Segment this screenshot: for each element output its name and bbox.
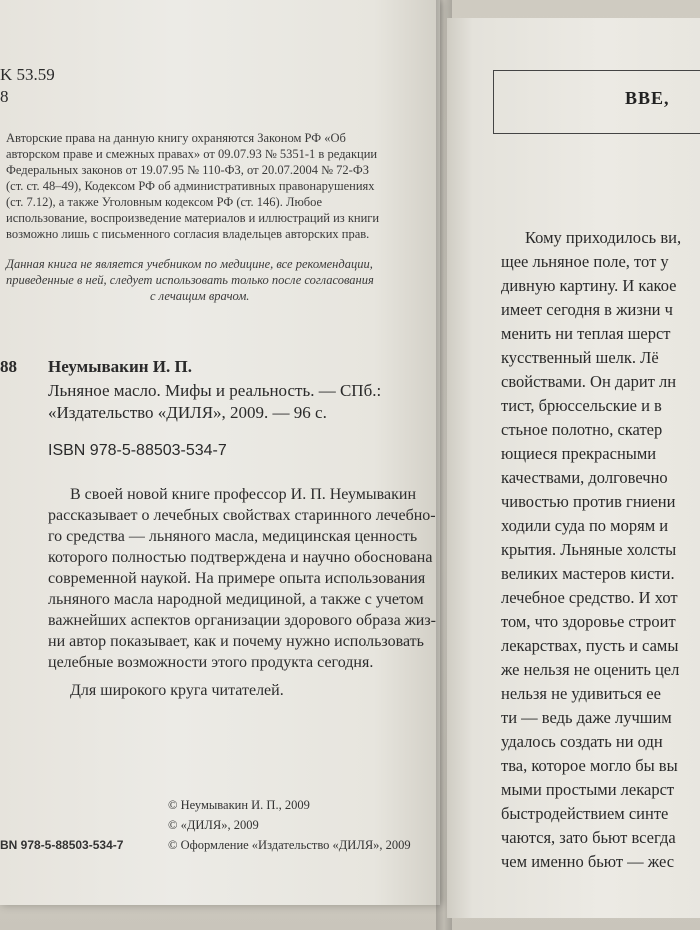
body-line: дивную картину. И какое <box>501 276 677 295</box>
copyright-notice-line: авторском праве и смежных правах» от 09.07.93 № 5351-1 в редакции <box>6 147 378 161</box>
body-line: качествами, долговечно <box>501 468 668 487</box>
body-line: быстродействием синте <box>501 804 669 823</box>
body-line: имеет сегодня в жизни ч <box>501 300 673 319</box>
annotation-line: целебные возможности этого продукта сегодня. <box>48 654 374 671</box>
body-line: кусственный шелк. Лё <box>501 348 659 367</box>
body-line: крытия. Льняные холсты <box>501 540 677 559</box>
body-line: ти — ведь даже лучшим <box>501 708 672 727</box>
body-line: чаются, зато бьют всегда <box>501 828 676 847</box>
body-line: тва, которое могло бы вы <box>501 756 678 775</box>
annotation-line: льняного масла народной медициной, а также с учетом <box>48 591 424 608</box>
chapter-heading: ВВЕ, <box>625 88 670 108</box>
body-line: удалось создать ни одн <box>501 732 663 751</box>
annotation-line: В своей новой книге профессор И. П. Неумывакин <box>70 486 417 503</box>
copyright-notice-line: Авторские права на данную книгу охраняются Законом РФ «Об <box>6 131 346 145</box>
bibliographic-line: «Издательство «ДИЛЯ», 2009. — 96 с. <box>48 403 327 422</box>
body-line: том, что здоровье строит <box>501 612 676 631</box>
copyright-notice-line: (ст. ст. 48–49), Кодексом РФ об административных правонарушениях <box>6 179 375 193</box>
annotation-line: рассказывает о лечебных свойствах старинного лечебно- <box>48 507 436 524</box>
copyright-notice-line: использование, воспроизведение материалов и иллюстраций из книги <box>6 211 380 225</box>
body-line: стьное полотно, скатер <box>501 420 663 439</box>
author-name: Неумывакин И. П. <box>48 357 192 376</box>
medical-disclaimer-line: Данная книга не является учебником по медицине, все рекомендации, <box>6 257 373 271</box>
body-line: Кому приходилось ви, <box>525 228 682 247</box>
annotation-line: важнейших аспектов организации здорового образа жиз- <box>48 612 436 629</box>
audience-note: Для широкого круга читателей. <box>70 682 284 699</box>
body-line: мыми простыми лекарст <box>501 780 675 799</box>
copyright-notice-line: (ст. 7.12), а также Уголовным кодексом РФ (ст. 146). Любое <box>6 195 323 209</box>
body-line: ходили суда по морям и <box>501 516 669 535</box>
body-line: свойствами. Он дарит лн <box>501 372 677 391</box>
copyright-publisher: © «ДИЛЯ», 2009 <box>168 818 259 832</box>
udk-code: 8 <box>0 87 9 106</box>
body-line: великих мастеров кисти. <box>501 564 675 583</box>
body-line: чивостью против гниени <box>501 492 676 511</box>
annotation-line: ни автор показывает, как и почему нужно использовать <box>48 633 424 650</box>
medical-disclaimer-line: приведенные в ней, следует использовать только после согласования <box>6 273 374 287</box>
body-line: ющиеся прекрасными <box>501 444 657 463</box>
body-line: менить ни теплая шерст <box>501 324 671 343</box>
body-line: же нельзя не оценить цел <box>501 660 680 679</box>
body-line: лекарствах, пусть и самы <box>501 636 679 655</box>
body-line: лечебное средство. И хот <box>501 588 678 607</box>
right-page <box>447 18 700 918</box>
annotation-line: го средства — льняного масла, медицинская ценность <box>48 528 418 545</box>
body-line: нельзя не удивиться ее <box>501 684 661 703</box>
body-line: тист, брюссельские и в <box>501 396 662 415</box>
body-line: чем именно бьют — жес <box>501 852 675 871</box>
index-mark: 88 <box>0 357 17 376</box>
copyright-author: © Неумывакин И. П., 2009 <box>168 798 310 812</box>
copyright-notice-line: возможно лишь с письменного согласия владельцев авторских прав. <box>6 227 370 241</box>
medical-disclaimer-line: с лечащим врачом. <box>150 289 250 303</box>
isbn: ISBN 978-5-88503-534-7 <box>48 442 227 459</box>
copyright-notice-line: Федеральных законов от 19.07.95 № 110-ФЗ, от 20.07.2004 № 72-ФЗ <box>6 163 369 177</box>
annotation-line: современной наукой. На примере опыта использования <box>48 570 426 587</box>
isbn-bottom: BN 978-5-88503-534-7 <box>0 838 124 852</box>
bbk-code: K 53.59 <box>0 65 55 84</box>
body-line: щее льняное поле, тот у <box>501 252 669 271</box>
copyright-design: © Оформление «Издательство «ДИЛЯ», 2009 <box>168 838 411 852</box>
bibliographic-line: Льняное масло. Мифы и реальность. — СПб.: <box>48 381 382 400</box>
annotation-line: которого полностью подтверждена и научно обоснована <box>48 549 433 566</box>
